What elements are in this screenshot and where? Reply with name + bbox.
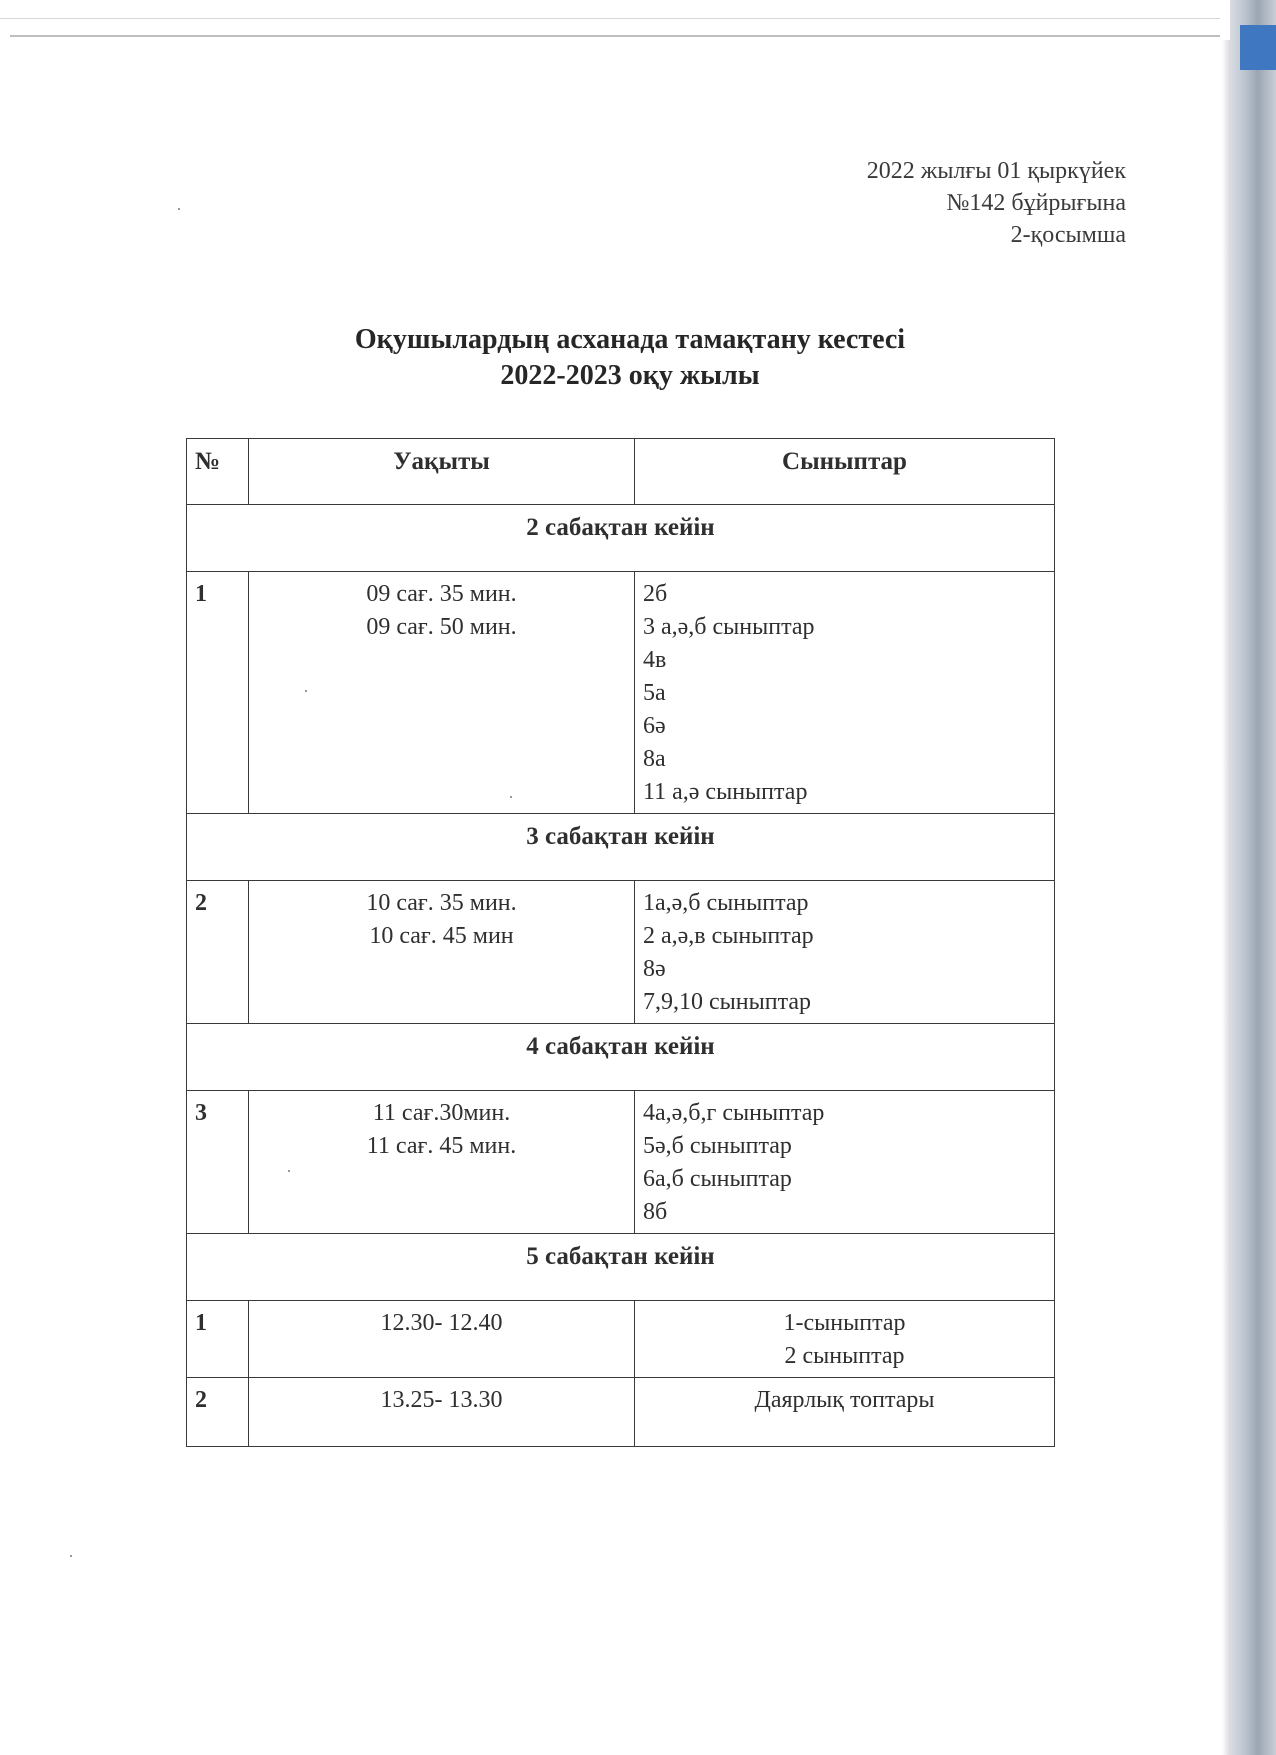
table-row (187, 1091, 1055, 1234)
class-entry: 5а (643, 680, 666, 706)
section-label: 3 сабақтан кейін (187, 814, 1055, 881)
scan-edge-line (10, 35, 1220, 37)
row-time (249, 881, 635, 1024)
table-header-row (187, 439, 1055, 505)
class-entry: 11 а,ә сыныптар (643, 779, 808, 805)
annex-order: №142 бұйрығына (946, 190, 1126, 216)
class-entry: 8б (643, 1199, 668, 1225)
row-classes (635, 1091, 1055, 1234)
scan-speck (178, 208, 180, 210)
class-entry: 1-сыныптар (783, 1310, 906, 1336)
section-row (187, 814, 1055, 881)
scan-speck (510, 796, 512, 798)
class-entry: 8а (643, 746, 666, 772)
scanner-edge-tab (1240, 25, 1276, 70)
title-year: 2022-2023 оқу жылы (500, 360, 760, 391)
scan-speck (288, 1170, 290, 1172)
page-shadow (1222, 40, 1230, 1755)
time-end: 11 сағ. 45 мин. (366, 1133, 517, 1159)
class-entry: 8ә (643, 956, 666, 982)
row-classes (635, 881, 1055, 1024)
row-classes (635, 572, 1055, 814)
section-label: 2 сабақтан кейін (187, 505, 1055, 572)
section-row (187, 1234, 1055, 1301)
time-range: 12.30- 12.40 (380, 1310, 503, 1336)
scan-speck (305, 690, 307, 692)
time-end: 10 сағ. 45 мин (369, 923, 514, 949)
row-number: 2 (187, 881, 249, 1024)
class-entry: 1а,ә,б сыныптар (643, 890, 809, 916)
table-row (187, 572, 1055, 814)
row-number: 2 (187, 1378, 249, 1447)
time-range: 13.25- 13.30 (380, 1387, 503, 1413)
row-number: 1 (187, 572, 249, 814)
table-row (187, 1301, 1055, 1378)
section-row (187, 1024, 1055, 1091)
section-label: 5 сабақтан кейін (187, 1234, 1055, 1301)
class-entry: 3 а,ә,б сыныптар (643, 614, 815, 640)
row-time (249, 1378, 635, 1447)
class-entry: 2 а,ә,в сыныптар (643, 923, 814, 949)
annex-date: 2022 жылғы 01 қыркүйек (866, 158, 1126, 184)
class-entry: 7,9,10 сыныптар (643, 989, 812, 1015)
row-time (249, 1301, 635, 1378)
meal-schedule-table (186, 438, 1055, 1447)
class-entry: 6а,б сыныптар (643, 1166, 792, 1192)
annex-label: 2-қосымша (1010, 222, 1126, 248)
header-time: Уақыты (249, 439, 635, 505)
table-row (187, 881, 1055, 1024)
row-classes (635, 1378, 1055, 1447)
scan-speck (70, 1555, 72, 1557)
scan-edge-line (0, 18, 1220, 19)
scanner-edge-strip (1230, 0, 1276, 1755)
row-classes (635, 1301, 1055, 1378)
class-entry: 4в (643, 647, 667, 673)
class-entry: 5ә,б сыныптар (643, 1133, 792, 1159)
class-entry: 2 сыныптар (784, 1343, 905, 1369)
class-entry: 6ә (643, 713, 666, 739)
annex-note (867, 155, 1126, 251)
title-line: Оқушылардың асханада тамақтану кестесі (354, 324, 906, 355)
header-number: № (187, 439, 249, 505)
time-start: 09 сағ. 35 мин. (366, 581, 517, 607)
section-row (187, 505, 1055, 572)
section-label: 4 сабақтан кейін (187, 1024, 1055, 1091)
time-start: 11 сағ.30мин. (372, 1100, 511, 1126)
time-start: 10 сағ. 35 мин. (366, 890, 517, 916)
class-entry: 4а,ә,б,г сыныптар (643, 1100, 825, 1126)
class-entry: Даярлық топтары (754, 1387, 935, 1413)
class-entry: 2б (643, 581, 668, 607)
time-end: 09 сағ. 50 мин. (366, 614, 517, 640)
row-number: 3 (187, 1091, 249, 1234)
row-time (249, 572, 635, 814)
row-number: 1 (187, 1301, 249, 1378)
table-row (187, 1378, 1055, 1447)
header-classes: Сыныптар (635, 439, 1055, 505)
document-title (230, 322, 1030, 394)
row-time (249, 1091, 635, 1234)
